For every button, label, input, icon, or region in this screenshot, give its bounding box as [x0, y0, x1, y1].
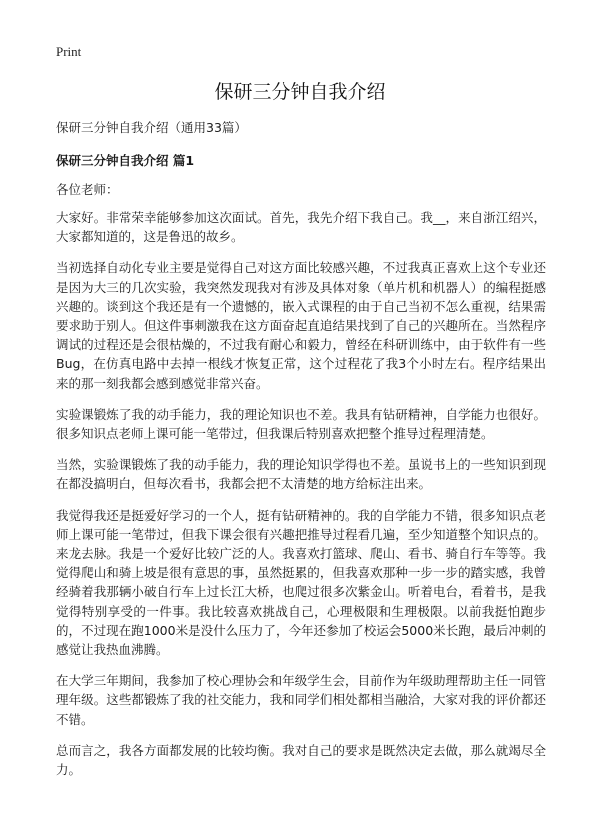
paragraph-conclusion: 总而言之，我各方面都发展的比较均衡。我对自己的要求是既然决定去做，那么就竭尽全力。 — [56, 742, 546, 778]
paragraph-major: 当初选择自动化专业主要是觉得自己对这方面比较感兴趣，不过我真正喜欢上这个专业还是因为大三的几次实验，我突然发现我对有涉及具体对象（单片机和机器人）的编程挺感兴趣的。谈到这个我还是有一个遗憾的，嵌入式课程的由于自己当初不怎么重视，结果需要求助于别人。但这件事刺激我在这方面奋起直追结果找到了自己的兴趣所在。当然程序调试的过程还是会很枯燥的，不过我有耐心和毅力，曾经在科研训练中，由于软件有一些Bug，在仿真电路中去掉一根线才恢复正常，这个过程花了我3个小时左右。程序结果出来的那一刻我都会感到感觉非常兴奋。 — [56, 260, 546, 391]
greeting: 各位老师： — [56, 182, 119, 197]
print-link[interactable]: Print — [56, 44, 82, 59]
paragraph-activities: 在大学三年期间，我参加了校心理协会和年级学生会，目前作为年级助理帮助主任一同管理年级。这些都锻炼了我的社交能力，我和同学们相处都相当融洽，大家对我的评价都还不错。 — [56, 673, 546, 727]
paragraph-theory: 当然，实验课锻炼了我的动手能力，我的理论知识学得也不差。虽说书上的一些知识到现在都没搞明白，但每次看书，我都会把不太清楚的地方给标注出来。 — [56, 457, 546, 492]
section-heading: 保研三分钟自我介绍 篇1 — [56, 153, 195, 168]
paragraph-lab: 实验课锻炼了我的动手能力，我的理论知识也不差。我具有钻研精神，自学能力也很好。很多知识点老师上课可能一笔带过，但我课后特别喜欢把整个推导过程理清楚。 — [56, 406, 546, 442]
paragraph-hobbies: 我觉得我还是挺爱好学习的一个人，挺有钻研精神的。我的自学能力不错，很多知识点老师上课可能一笔带过，但我下课会很有兴趣把推导过程看几遍，至少知道整个知识点的。来龙去脉。我是一个爱好比较广泛的人。我喜欢打篮球、爬山、看书、骑自行车等等。我觉得爬山和骑上坡是很有意思的事，虽然挺累的，但我喜欢那种一步一步的踏实感，我曾经骑着我那辆小破自行车上过长江大桥，也爬过很多次紫金山。听着电台，看着书，是我觉得特别享受的一件事。我比较喜欢挑战自己，心理极限和生理极限。以前我挺怕跑步的，不过现在跑1000米是没什么压力了，今年还参加了校运会5000米长跑，最后冲刺的感觉让我热血沸腾。 — [56, 507, 546, 658]
paragraph-intro: 大家好。非常荣幸能够参加这次面试。首先，我先介绍下我自己。我__，来自浙江绍兴，大家都知道的，这是鲁迅的故乡。 — [56, 210, 546, 245]
document-subtitle: 保研三分钟自我介绍（通用33篇） — [56, 120, 247, 135]
article-body — [56, 208, 546, 791]
page-title: 保研三分钟自我介绍 — [214, 81, 386, 103]
